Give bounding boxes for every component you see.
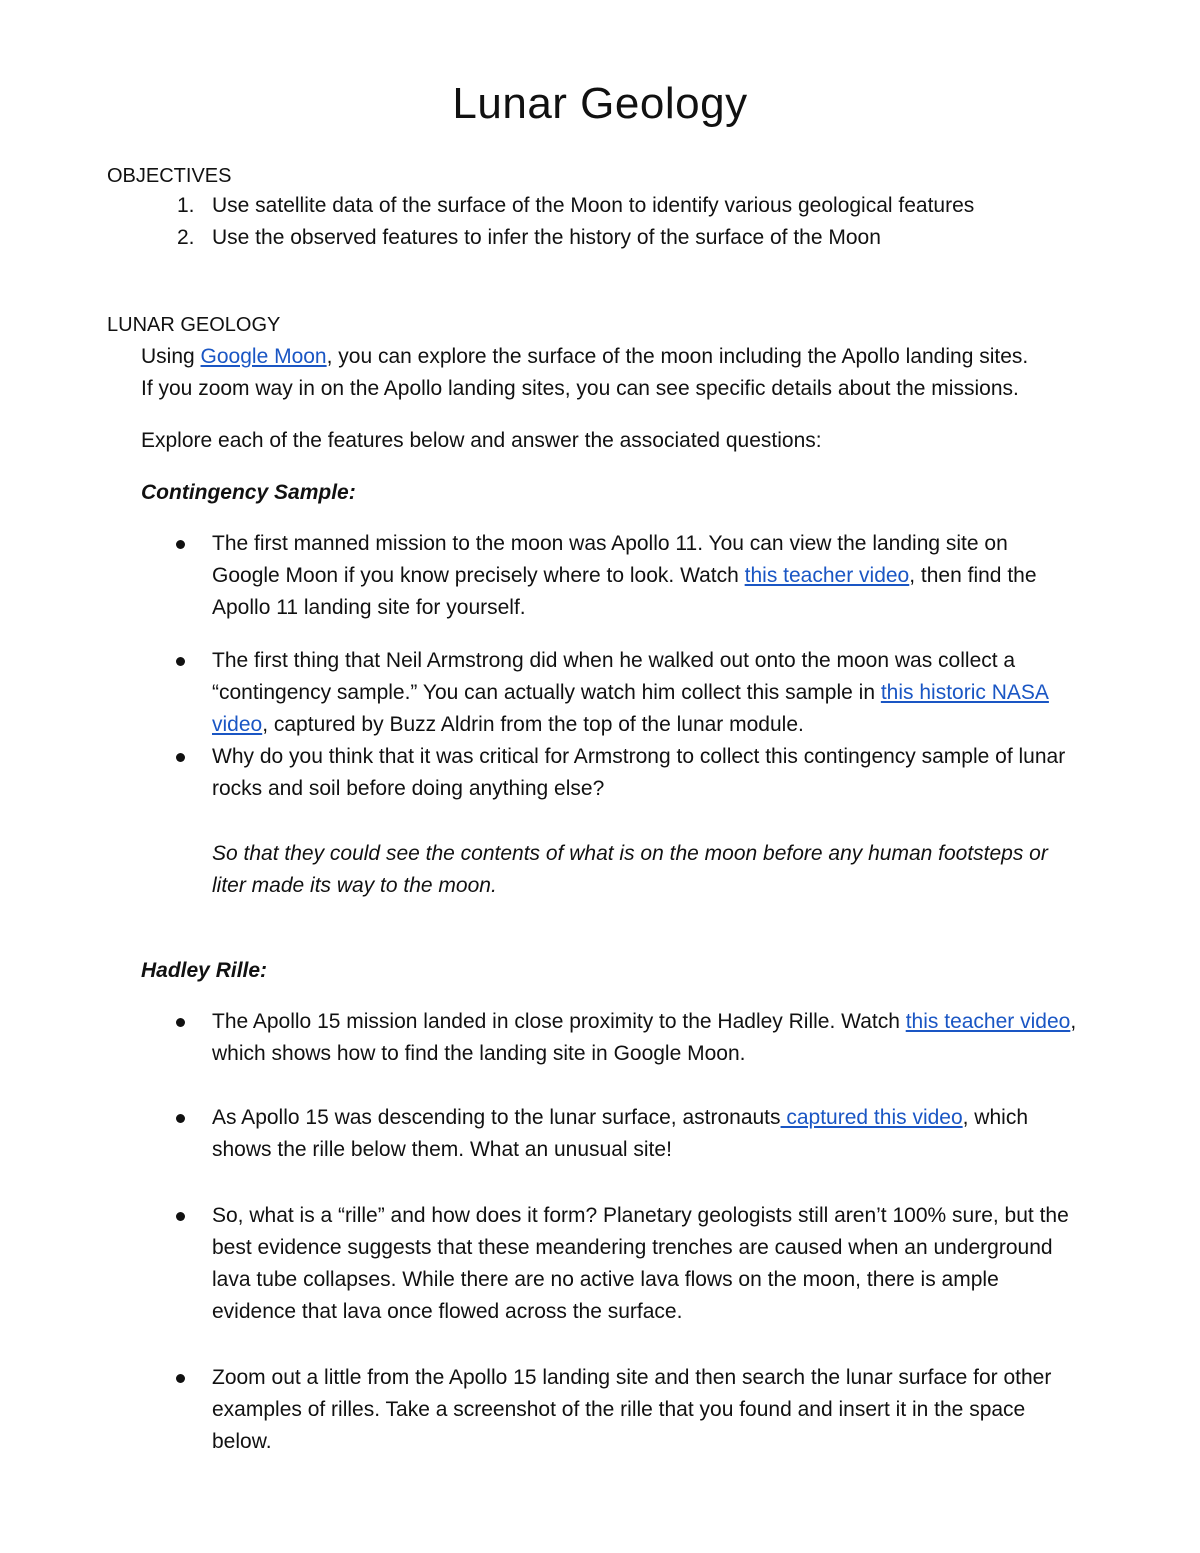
objectives-list [107, 190, 974, 254]
objectives-heading: OBJECTIVES [107, 165, 232, 187]
bullet-icon [176, 1114, 185, 1123]
bullet-text-part: The first thing that Neil Armstrong did when he walked out onto the moon was collect a “contingency sample.” You can actually watch him collect this sample in [212, 649, 1016, 704]
list-item [107, 190, 974, 222]
intro-text: If you zoom way in on the Apollo landing sites, you can see specific details about the missions. [141, 377, 1019, 400]
lunar-geology-heading: LUNAR GEOLOGY [107, 314, 281, 336]
bullet-icon [176, 1018, 185, 1027]
page-title: Lunar Geology [452, 79, 748, 128]
bullet-text-part: , then find the Apollo 11 landing site for yourself. [212, 564, 1037, 619]
bullet-text-part: , which shows the rille below them. What an unusual site! [212, 1106, 1028, 1161]
explore-instruction: Explore each of the features below and answer the associated questions: [141, 429, 822, 452]
list-item [141, 741, 1081, 805]
contingency-heading: Contingency Sample: [141, 481, 356, 504]
student-answer: So that they could see the contents of what is on the moon before any human footsteps or liter made its way to the moon. [212, 842, 1048, 897]
bullet-icon [176, 1212, 185, 1221]
list-number: 1. [177, 194, 195, 217]
list-item [141, 1200, 1081, 1328]
bullet-text [212, 528, 1081, 624]
list-number: 2. [177, 226, 195, 249]
intro-text: , you can explore the surface of the moon including the Apollo landing sites. [326, 345, 1029, 368]
bullet-icon [176, 1374, 185, 1383]
bullet-text-part: , which shows how to find the landing site in Google Moon. [212, 1010, 1077, 1065]
teacher-video-link[interactable]: this teacher video [744, 564, 910, 587]
bullet-text [212, 1102, 1081, 1166]
bullet-text [212, 645, 1081, 741]
bullet-icon [176, 753, 185, 762]
historic-nasa-video-link[interactable]: this historic NASA video [212, 681, 1049, 736]
list-item [141, 1006, 1081, 1070]
bullet-text-part: The first manned mission to the moon was Apollo 11. You can view the landing site on Google Moon if you know precisely where to look. Watch [212, 532, 1008, 587]
objective-text: Use the observed features to infer the history of the surface of the Moon [212, 226, 881, 249]
bullet-text-part: The Apollo 15 mission landed in close proximity to the Hadley Rille. Watch [212, 1010, 906, 1033]
captured-video-link[interactable]: captured this video [780, 1106, 963, 1129]
list-item [141, 1102, 1081, 1166]
bullet-text-part: , captured by Buzz Aldrin from the top of the lunar module. [262, 713, 804, 736]
bullet-text [212, 1006, 1081, 1070]
bullet-text: Why do you think that it was critical for Armstrong to collect this contingency sample of lunar rocks and soil before doing anything else? [212, 745, 1066, 800]
intro-text: Using [141, 345, 201, 368]
bullet-text: So, what is a “rille” and how does it form? Planetary geologists still aren’t 100% sure, but the best evidence suggests that these meandering trenches are caused when an underground lava tube collapses. While there are no active lava flows on the moon, there is ample evidence that lava once flowed across the surface. [212, 1204, 1069, 1323]
list-item [141, 645, 1081, 741]
list-item [107, 222, 974, 254]
bullet-icon [176, 540, 185, 549]
list-item [141, 1362, 1081, 1458]
hadley-rille-heading: Hadley Rille: [141, 959, 268, 982]
bullet-icon [176, 657, 185, 666]
bullet-text-part: As Apollo 15 was descending to the lunar surface, astronauts [212, 1106, 781, 1129]
intro-paragraph [141, 341, 1081, 405]
bullet-text: Zoom out a little from the Apollo 15 landing site and then search the lunar surface for other examples of rilles. Take a screenshot of the rille that you found and insert it in the space below. [212, 1366, 1052, 1453]
teacher-video-link[interactable]: this teacher video [905, 1010, 1071, 1033]
google-moon-link[interactable]: Google Moon [200, 345, 327, 368]
list-item [141, 528, 1081, 624]
objective-text: Use satellite data of the surface of the Moon to identify various geological features [212, 194, 975, 217]
